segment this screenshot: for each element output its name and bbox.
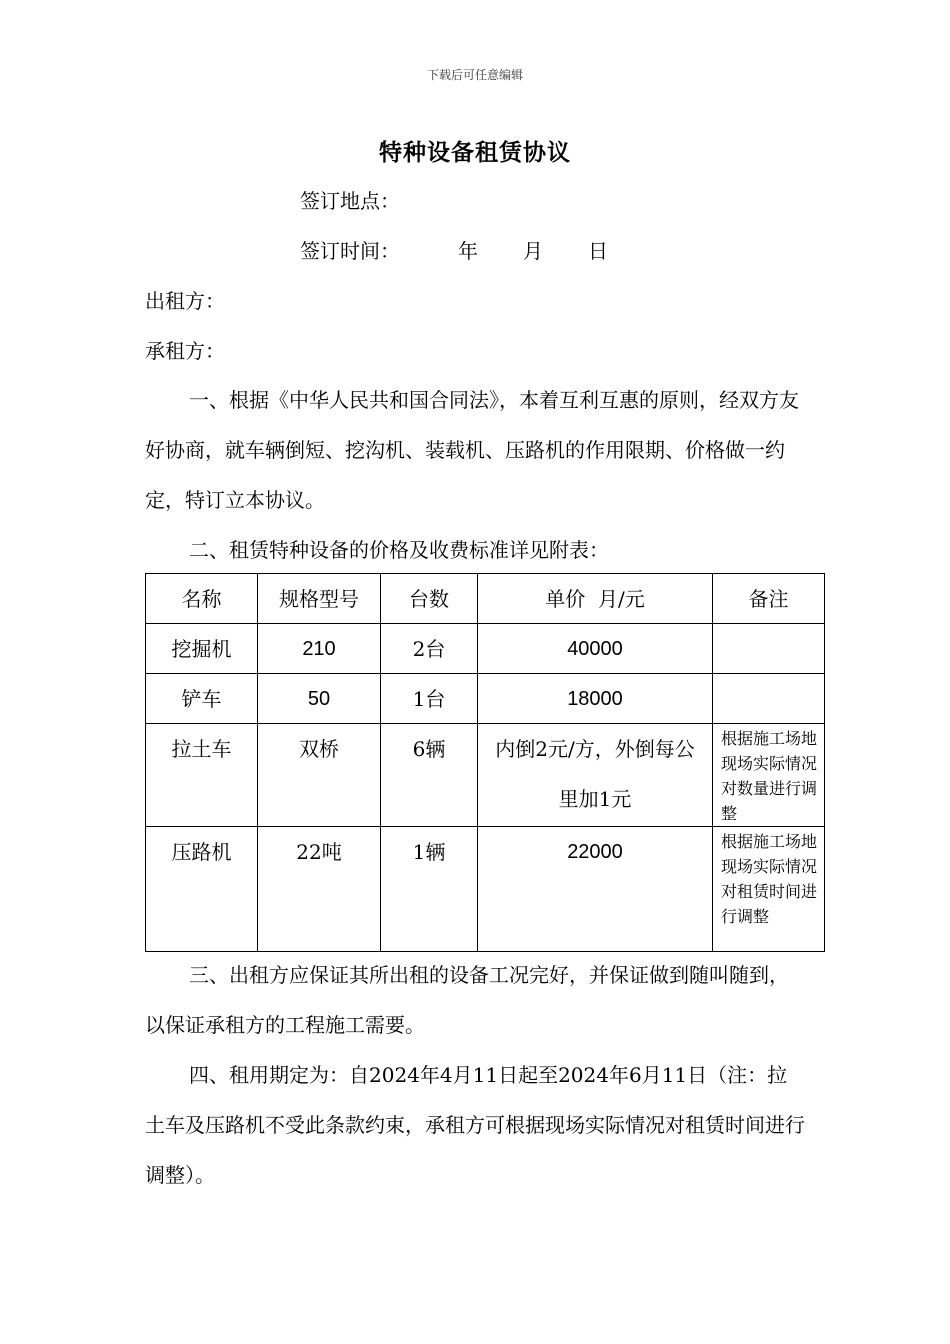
table-row <box>146 674 825 724</box>
cell-spec: 22吨 <box>258 827 381 952</box>
clause-2: 二、租赁特种设备的价格及收费标准详见附表： <box>189 538 609 562</box>
cell-name: 压路机 <box>146 827 258 952</box>
clause-4: 四、租用期定为：自2024年4月11日起至2024年6月11日（注：拉土车及压路机不受此条款约束，承租方可根据现场实际情况对租赁时间进行调整）。 <box>145 1063 805 1187</box>
table-header-row <box>146 574 825 624</box>
cell-name: 拉土车 <box>146 724 258 827</box>
document-title: 特种设备租赁协议 <box>379 139 571 166</box>
lessee-label: 承租方： <box>145 339 225 363</box>
header-name: 名称 <box>146 574 258 624</box>
year-label: 年 <box>458 239 478 263</box>
header-note: 下载后可任意编辑 <box>426 68 523 82</box>
table-row <box>146 724 825 827</box>
signing-place-label: 签订地点： <box>300 189 400 213</box>
month-label: 月 <box>523 239 543 263</box>
day-label: 日 <box>588 239 608 263</box>
cell-remarks <box>713 624 825 674</box>
header-spec: 规格型号 <box>258 574 381 624</box>
cell-remarks: 根据施工场地现场实际情况对租赁时间进行调整 <box>713 827 825 952</box>
rental-price-table <box>145 573 825 952</box>
cell-name: 铲车 <box>146 674 258 724</box>
cell-unit-price: 18000 <box>478 674 713 724</box>
cell-unit-price: 40000 <box>478 624 713 674</box>
table-row <box>146 827 825 952</box>
cell-spec: 双桥 <box>258 724 381 827</box>
header-remarks: 备注 <box>713 574 825 624</box>
clause-3: 三、出租方应保证其所出租的设备工况完好，并保证做到随叫随到，以保证承租方的工程施工需要。 <box>145 963 789 1037</box>
cell-spec: 210 <box>258 624 381 674</box>
cell-unit-price: 内倒2元/方，外倒每公里加1元 <box>478 724 713 827</box>
signing-place <box>300 186 400 216</box>
cell-unit-price: 22000 <box>478 827 713 952</box>
cell-quantity: 1台 <box>381 674 478 724</box>
cell-remarks <box>713 674 825 724</box>
header-unit-price: 单价 月/元 <box>478 574 713 624</box>
cell-quantity: 1辆 <box>381 827 478 952</box>
cell-quantity: 2台 <box>381 624 478 674</box>
signing-time-label: 签订时间： <box>300 239 400 263</box>
table-row <box>146 624 825 674</box>
lessor-label: 出租方： <box>145 289 225 313</box>
clause-1: 一、根据《中华人民共和国合同法》，本着互利互惠的原则，经双方友好协商，就车辆倒短、挖沟机、装载机、压路机的作用限期、价格做一约定，特订立本协议。 <box>145 388 799 512</box>
cell-name: 挖掘机 <box>146 624 258 674</box>
cell-quantity: 6辆 <box>381 724 478 827</box>
signing-time <box>300 236 608 266</box>
cell-remarks: 根据施工场地现场实际情况对数量进行调整 <box>713 724 825 827</box>
cell-spec: 50 <box>258 674 381 724</box>
header-quantity: 台数 <box>381 574 478 624</box>
